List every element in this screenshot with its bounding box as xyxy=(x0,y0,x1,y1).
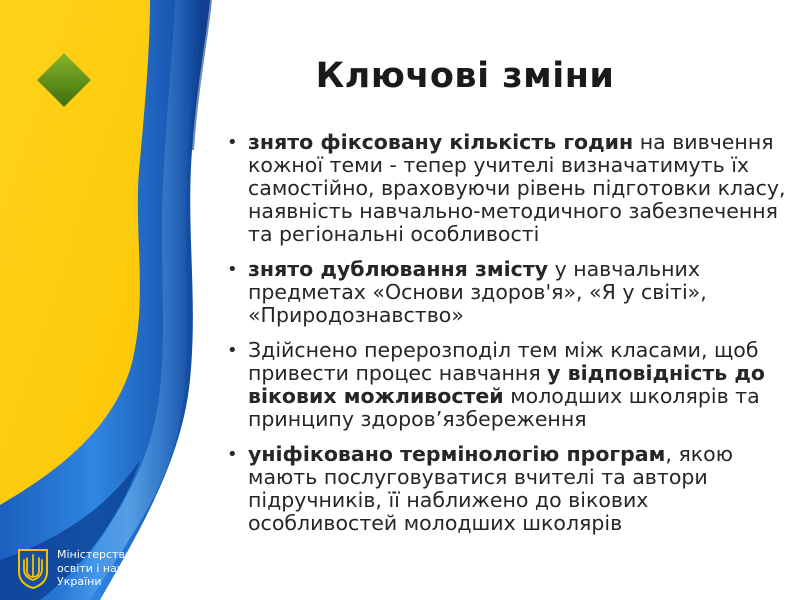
ministry-name xyxy=(57,548,167,589)
bullet-item xyxy=(224,258,800,327)
bullet-text: у навчальних предметах «Основи здоров'я», «Я у світі», «Природознавство» xyxy=(248,257,707,327)
bullet-text: на вивчення кожної теми - тепер учителі визначатимуть їх самостійно, враховуючи рівень підготовки класу, наявність навчально-методичного забезпечення та регіональні особливості xyxy=(248,130,786,246)
bullet-bold-text: знято фіксовану кількість годин xyxy=(248,130,634,154)
bullet-item xyxy=(224,443,800,535)
bullet-text: Здійснено перерозподіл тем між класами, щоб привести процес навчання xyxy=(248,338,759,385)
bullet-marker: • xyxy=(227,132,238,153)
slide-title: Ключові зміни xyxy=(315,56,615,96)
trident-icon xyxy=(16,547,50,589)
bullet-bold-text: у відповідність до вікових можливостей xyxy=(248,361,765,408)
bullet-list xyxy=(224,131,800,547)
bullet-bold-text: уніфіковано термінологію програм xyxy=(248,442,666,466)
bullet-marker: • xyxy=(227,340,238,361)
bullet-marker: • xyxy=(227,259,238,280)
bullet-marker: • xyxy=(227,444,238,465)
bullet-text: молодших школярів та принципу здоров’язбереження xyxy=(248,384,760,431)
ministry-line-2: освіти і науки xyxy=(57,561,138,575)
bullet-item xyxy=(224,339,800,431)
ministry-line-1: Міністерство xyxy=(57,548,132,561)
bullet-bold-text: знято дублювання змісту xyxy=(248,257,549,281)
ministry-line-3: України xyxy=(57,575,102,588)
bullet-text: , якою мають послуговуватися вчителі та автори підручників, її наближено до вікових особливостей молодших школярів xyxy=(248,442,733,535)
bullet-item xyxy=(224,131,800,246)
ministry-logo xyxy=(16,546,166,592)
